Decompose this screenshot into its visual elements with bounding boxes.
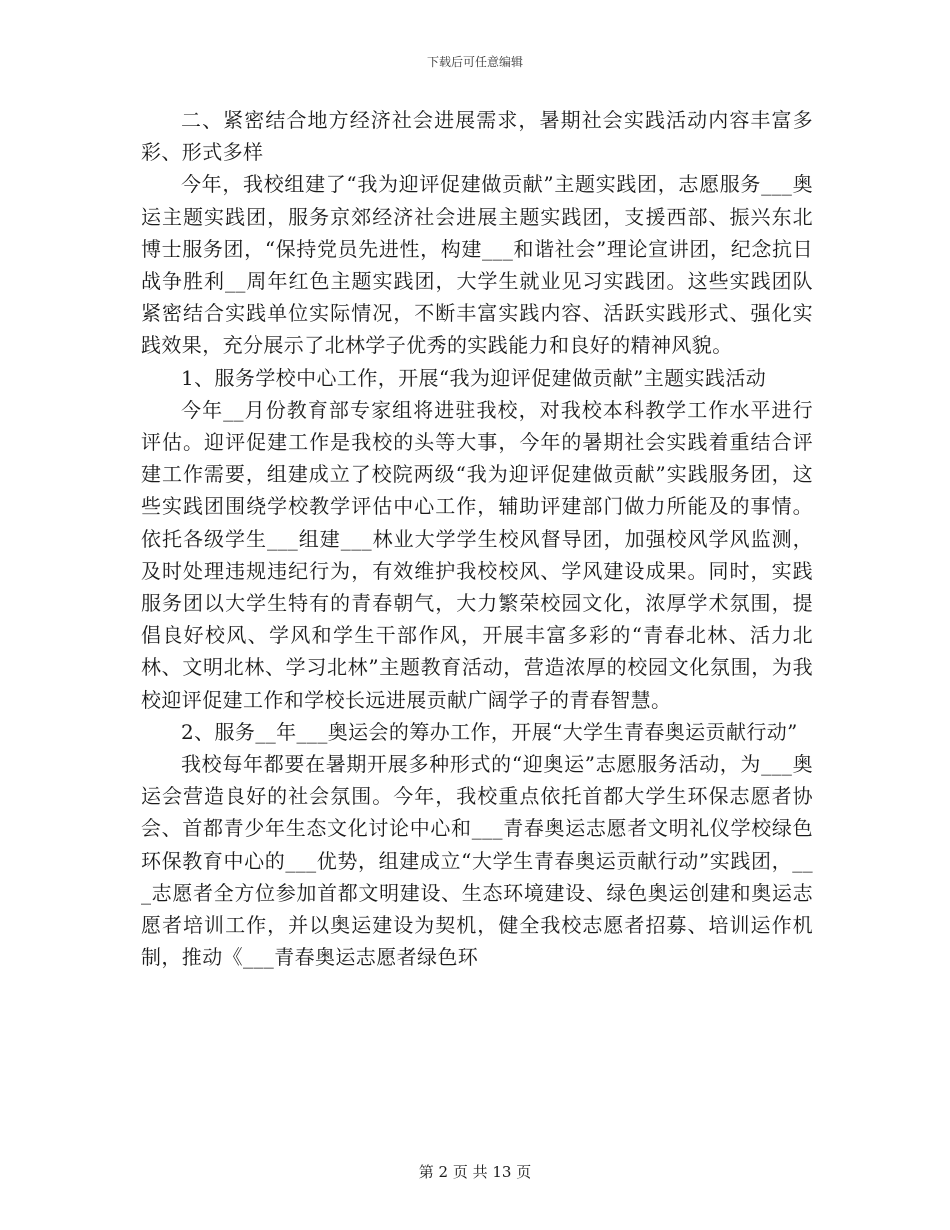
body-paragraph: 我校每年都要在暑期开展多种形式的“迎奥运”志愿服务活动，为___奥运会营造良好的社会氛围。今年，我校重点依托首都大学生环保志愿者协会、首都青少年生态文化讨论中心和___青春奥运志愿者文明礼仪学校绿色环保教育中心的___优势，组建成立“大学生青春奥运贡献行动”实践团，___志愿者全方位参加首都文明建设、生态环境建设、绿色奥运创建和奥运志愿者培训工作，并以奥运建设为契机，健全我校志愿者招募、培训运作机制，推动《___青春奥运志愿者绿色环 [141,752,813,970]
subsection-heading: 1、服务学校中心工作，开展“我为迎评促建做贡献”主题实践活动 [181,365,767,390]
section-heading: 二、紧密结合地方经济社会进展需求，暑期社会实践活动内容丰富多彩、形式多样 [141,108,813,165]
subsection-heading: 2、服务__年___奥运会的筹办工作，开展“大学生青春奥运贡献行动” [181,719,798,744]
document-body [141,104,813,973]
body-paragraph: 今年__月份教育部专家组将进驻我校，对我校本科教学工作水平进行评估。迎评促建工作是我校的头等大事，今年的暑期社会实践着重结合评建工作需要，组建成立了校院两级“我为迎评促建做贡献”实践服务团，这些实践团围绕学校教学评估中心工作，辅助评建部门做力所能及的事情。依托各级学生___组建___林业大学学生校风督导团，加强校风学风监测，及时处理违规违纪行为，有效维护我校校风、学风建设成果。同时，实践服务团以大学生特有的青春朝气，大力繁荣校园文化，浓厚学术氛围，提倡良好校风、学风和学生干部作风，开展丰富多彩的“青春北林、活力北林、文明北林、学习北林”主题教育活动，营造浓厚的校园文化氛围，为我校迎评促建工作和学校长远进展贡献广阔学子的青春智慧。 [141,397,813,712]
page-header-note: 下载后可任意编辑 [426,55,523,69]
body-paragraph: 今年，我校组建了“我为迎评促建做贡献”主题实践团，志愿服务___奥运主题实践团，服务京郊经济社会进展主题实践团，支援西部、振兴东北博士服务团，“保持党员先进性，构建___和谐社会”理论宣讲团，纪念抗日战争胜利__周年红色主题实践团，大学生就业见习实践团。这些实践团队紧密结合实践单位实际情况，不断丰富实践内容、活跃实践形式、强化实践效果，充分展示了北林学子优秀的实践能力和良好的精神风貌。 [141,172,813,358]
page-number: 第 2 页 共 13 页 [418,1163,532,1181]
